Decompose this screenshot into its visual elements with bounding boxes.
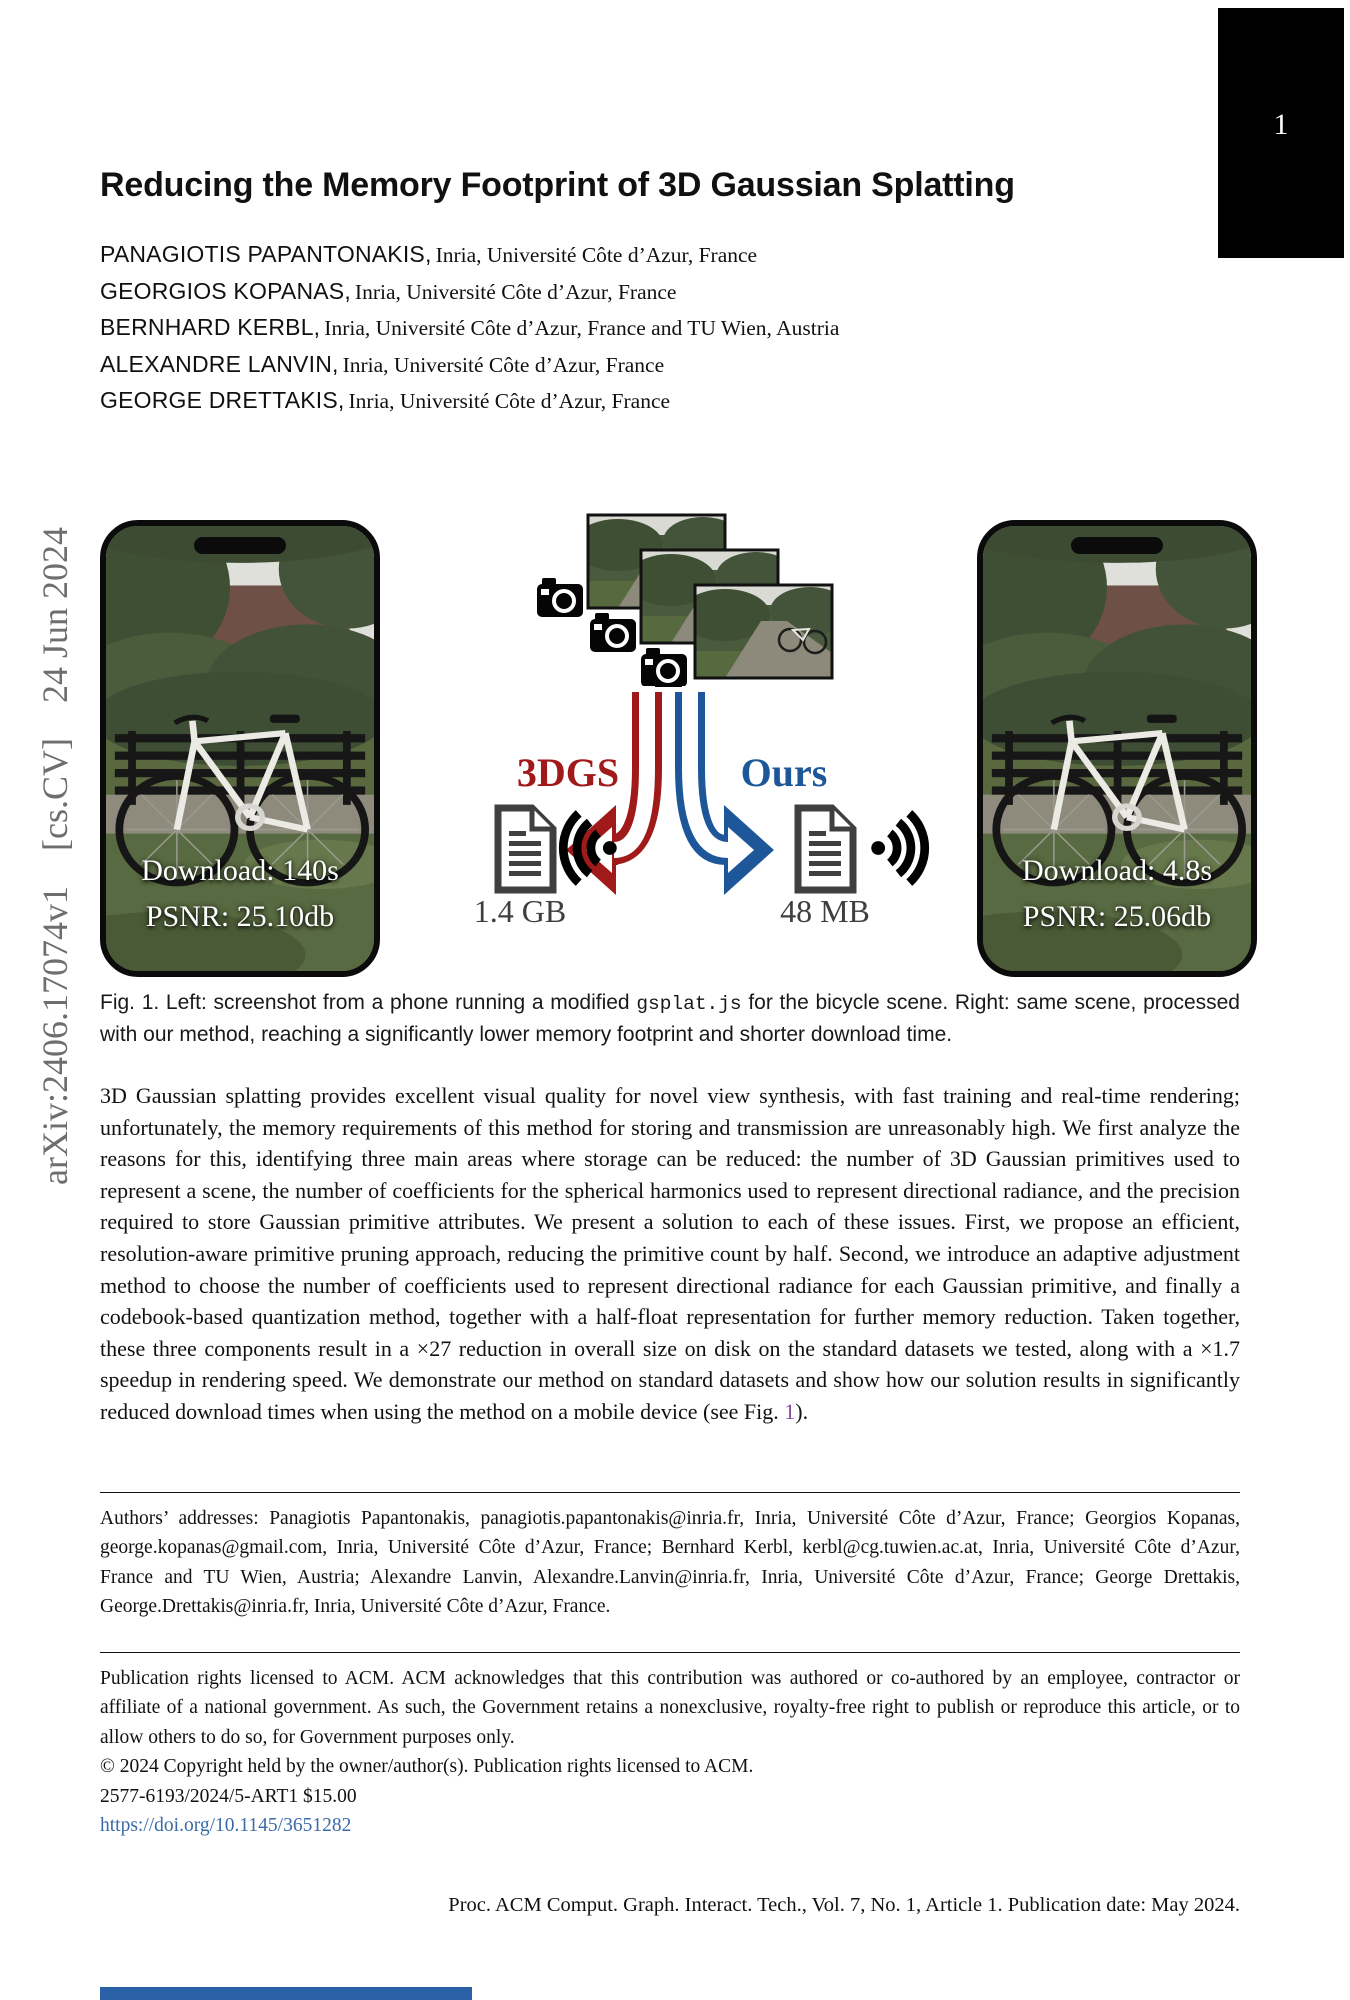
camera-icon <box>537 578 583 617</box>
doi-link[interactable]: https://doi.org/10.1145/3651282 <box>100 1815 352 1837</box>
author-affiliation: Inria, Université Côte d’Azur, France <box>354 279 677 304</box>
file-icon-3dgs <box>498 808 553 890</box>
file-icon-ours <box>798 808 853 890</box>
issn-line: 2577-6193/2024/5-ART1 $15.00 <box>100 1785 357 1807</box>
page-title: Reducing the Memory Footprint of 3D Gaussian Splatting <box>100 166 1015 204</box>
phone-screenshot-ours <box>977 520 1257 977</box>
caption-text: Fig. 1. Left: screenshot from a phone running a modified <box>100 991 637 1014</box>
arxiv-id: arXiv:2406.17074v1 <box>35 886 75 1185</box>
arxiv-date: 24 Jun 2024 <box>35 527 75 704</box>
copyright-rule <box>100 1652 1240 1653</box>
pipeline-diagram <box>370 500 970 960</box>
psnr-ours: PSNR: 25.06db <box>1022 900 1212 933</box>
author-affiliation: Inria, Université Côte d’Azur, France and TU Wien, Austria <box>324 316 840 340</box>
arxiv-category: [cs.CV] <box>35 738 75 852</box>
photo-thumbnail <box>680 585 850 678</box>
page-number: 1 <box>1273 108 1289 141</box>
authors-addresses: Authors’ addresses: Panagiotis Papantonakis, panagiotis.papantonakis@inria.fr, Inria, Université Côte d’Azur, France; Georgios Kopanas, george.kopanas@gmail.com, Inria, Université Côte d’Azur, France; Bernhard Kerbl, kerbl@cg.tuwien.ac.at, Inria, Université Côte d’Azur, France and TU Wien, Austria; Alexandre Lanvin, Alexandre.Lanvin@inria.fr, Inria, Université Côte d’Azur, France; George Drettakis, George.Drettakis@inria.fr, Inria, Université Côte d’Azur, France. <box>100 1508 1240 1617</box>
author-name: BERNHARD KERBL, <box>100 314 321 340</box>
doi-line <box>100 1811 1240 1840</box>
phone-screenshot-3dgs <box>100 520 380 977</box>
author-affiliation: Inria, Université Côte d’Azur, France <box>435 243 758 267</box>
author-name: ALEXANDRE LANVIN, <box>100 350 339 377</box>
author-name: GEORGIOS KOPANAS, <box>100 277 351 304</box>
download-time-3dgs: Download: 140s <box>141 854 339 887</box>
author-row <box>100 384 1240 421</box>
footnote-rule <box>100 1492 1240 1493</box>
author-row <box>100 275 1240 312</box>
camera-icon <box>641 648 687 687</box>
abstract <box>100 1080 1240 1428</box>
author-row <box>100 311 1240 348</box>
camera-icon <box>590 613 636 652</box>
abstract-text-end: ). <box>795 1398 809 1424</box>
label-ours: Ours <box>740 750 828 795</box>
abstract-text: 3D Gaussian splatting provides excellent visual quality for novel view synthesis, with fast training and real-time rendering; unfortunately, the memory requirements of this method for storing and transmission are unreasonably high. We first analyze the reasons for this, identifying three main areas where storage can be reduced: the number of 3D Gaussian primitives used to represent a scene, the number of coefficients for the spherical harmonics used to represent directional radiance, and the precision required to store Gaussian primitive attributes. We present a solution to each of these issues. First, we propose an efficient, resolution-aware primitive pruning approach, reducing the primitive count by half. Second, we introduce an adaptive adjustment method to choose the number of coefficients used to represent directional radiance for each Gaussian primitive, and finally a codebook-based quantization method, together with a half-float representation for further memory reduction. Taken together, these three components result in a ×27 reduction in overall size on disk on the standard datasets we tested, along with a ×1.7 speedup in rendering speed. We demonstrate our method on standard datasets and show how our solution results in significantly reduced download times when using the method on a mobile device (see Fig. <box>100 1083 1240 1424</box>
publication-rights-block <box>100 1664 1240 1840</box>
rights-text: Publication rights licensed to ACM. ACM acknowledges that this contribution was authored or co-authored by an employee, contractor or affiliate of a national government. As such, the Government retains a nonexclusive, royalty-free right to publish or reproduce this article, or to allow others to do so, for Government purposes only. <box>100 1668 1240 1748</box>
psnr-3dgs: PSNR: 25.10db <box>145 900 335 933</box>
page-number-box <box>1218 8 1344 258</box>
author-list <box>100 238 1240 421</box>
author-row <box>100 348 1240 385</box>
author-row <box>100 238 1240 275</box>
author-affiliation: Inria, Université Côte d’Azur, France <box>342 352 665 377</box>
file-size-3dgs: 1.4 GB <box>473 893 567 929</box>
author-name: GEORGE DRETTAKIS, <box>100 387 345 413</box>
caption-text: for the bicycle scene. Right: same scene, processed with our method, reaching a significantly lower memory footprint and shorter download time. <box>100 991 1240 1046</box>
copyright-line: © 2024 Copyright held by the owner/author(s). Publication rights licensed to ACM. <box>100 1756 754 1778</box>
download-time-ours: Download: 4.8s <box>1022 854 1212 887</box>
phone-notch <box>1071 537 1163 554</box>
wifi-signal-icon-right <box>871 813 924 882</box>
author-name: PANAGIOTIS PAPANTONAKIS, <box>100 241 432 267</box>
phone-notch <box>194 537 286 554</box>
author-affiliation: Inria, Université Côte d’Azur, France <box>348 389 671 413</box>
running-footer: Proc. ACM Comput. Graph. Interact. Tech., Vol. 7, No. 1, Article 1. Publication date: May 2024. <box>448 1894 1240 1916</box>
figure-1-link[interactable]: 1 <box>784 1398 796 1424</box>
caption-code: gsplat.js <box>636 993 742 1015</box>
figure-caption <box>100 988 1240 1050</box>
label-3dgs: 3DGS <box>516 750 620 795</box>
bottom-blue-bar <box>100 1987 472 2000</box>
file-size-ours: 48 MB <box>780 893 870 929</box>
arxiv-stamp <box>34 381 80 1331</box>
